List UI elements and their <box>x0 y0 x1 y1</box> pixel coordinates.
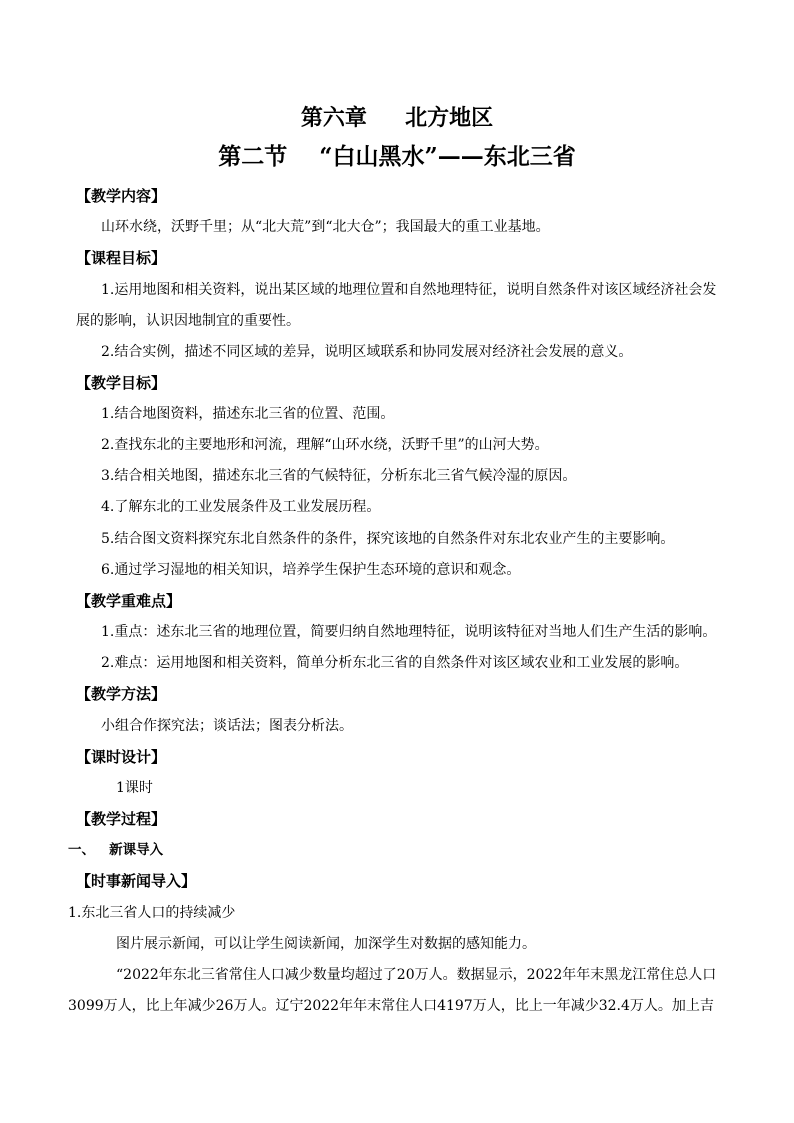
heading-key-points: 【教学重难点】 <box>76 592 182 610</box>
teaching-goal-item: 4.了解东北的工业发展条件及工业发展历程。 <box>101 499 381 515</box>
class-hours-text: 1课时 <box>116 780 153 796</box>
teaching-content-text: 山环水绕，沃野千里；从“北大荒”到“北大仓”；我国最大的重工业基地。 <box>101 219 550 235</box>
heading-curriculum-goals: 【课程目标】 <box>76 249 167 267</box>
process-step-1: 一、 新课导入 <box>68 842 164 858</box>
teaching-goal-item: 5.结合图文资料探究东北自然条件的条件，探究该地的自然条件对东北农业产生的主要影响。 <box>101 531 675 547</box>
news-item-1: 1.东北三省人口的持续减少 <box>68 905 236 921</box>
heading-news-intro: 【时事新闻导入】 <box>76 872 197 890</box>
curriculum-goal-1-line-1: 1.运用地图和相关资料，说出某区域的地理位置和自然地理特征，说明自然条件对该区域经济社会发 <box>101 282 717 298</box>
news-quote-line-2: 3099万人，比上年减少26万人。辽宁2022年年末常住人口4197万人，比上一年减少32.4万人。加上吉 <box>68 998 714 1014</box>
teaching-goal-item: 3.结合相关地图，描述东北三省的气候特征，分析东北三省气候冷湿的原因。 <box>101 468 577 484</box>
teaching-goal-item: 6.通过学习湿地的相关知识，培养学生保护生态环境的意识和观念。 <box>101 562 521 578</box>
teaching-goal-item: 2.查找东北的主要地形和河流，理解“山环水绕，沃野千里”的山河大势。 <box>101 437 549 453</box>
methods-text: 小组合作探究法；谈话法；图表分析法。 <box>101 718 353 734</box>
heading-teaching-goals: 【教学目标】 <box>76 374 167 392</box>
teaching-goal-item: 1.结合地图资料，描述东北三省的位置、范围。 <box>101 406 395 422</box>
news-quote-line-1: “2022年东北三省常住人口减少数量均超过了20万人。数据显示，2022年年末黑龙江常住总人口 <box>116 967 717 983</box>
heading-teaching-process: 【教学过程】 <box>76 810 167 828</box>
key-point-1: 1.重点：述东北三省的地理位置，简要归纳自然地理特征，说明该特征对当地人们生产生活的影响。 <box>101 624 717 640</box>
curriculum-goal-1-line-2: 展的影响，认识因地制宜的重要性。 <box>76 313 300 329</box>
heading-class-hours: 【课时设计】 <box>76 748 167 766</box>
section-title: 第二节 “白山黑水”——东北三省 <box>218 143 576 170</box>
heading-methods: 【教学方法】 <box>76 685 167 703</box>
chapter-title: 第六章 北方地区 <box>300 105 494 131</box>
news-description: 图片展示新闻，可以让学生阅读新闻，加深学生对数据的感知能力。 <box>116 936 536 952</box>
key-point-2: 2.难点：运用地图和相关资料，简单分析东北三省的自然条件对该区域农业和工业发展的影响。 <box>101 655 689 671</box>
curriculum-goal-2: 2.结合实例，描述不同区域的差异，说明区域联系和协同发展对经济社会发展的意义。 <box>101 344 633 360</box>
heading-teaching-content: 【教学内容】 <box>76 187 167 205</box>
